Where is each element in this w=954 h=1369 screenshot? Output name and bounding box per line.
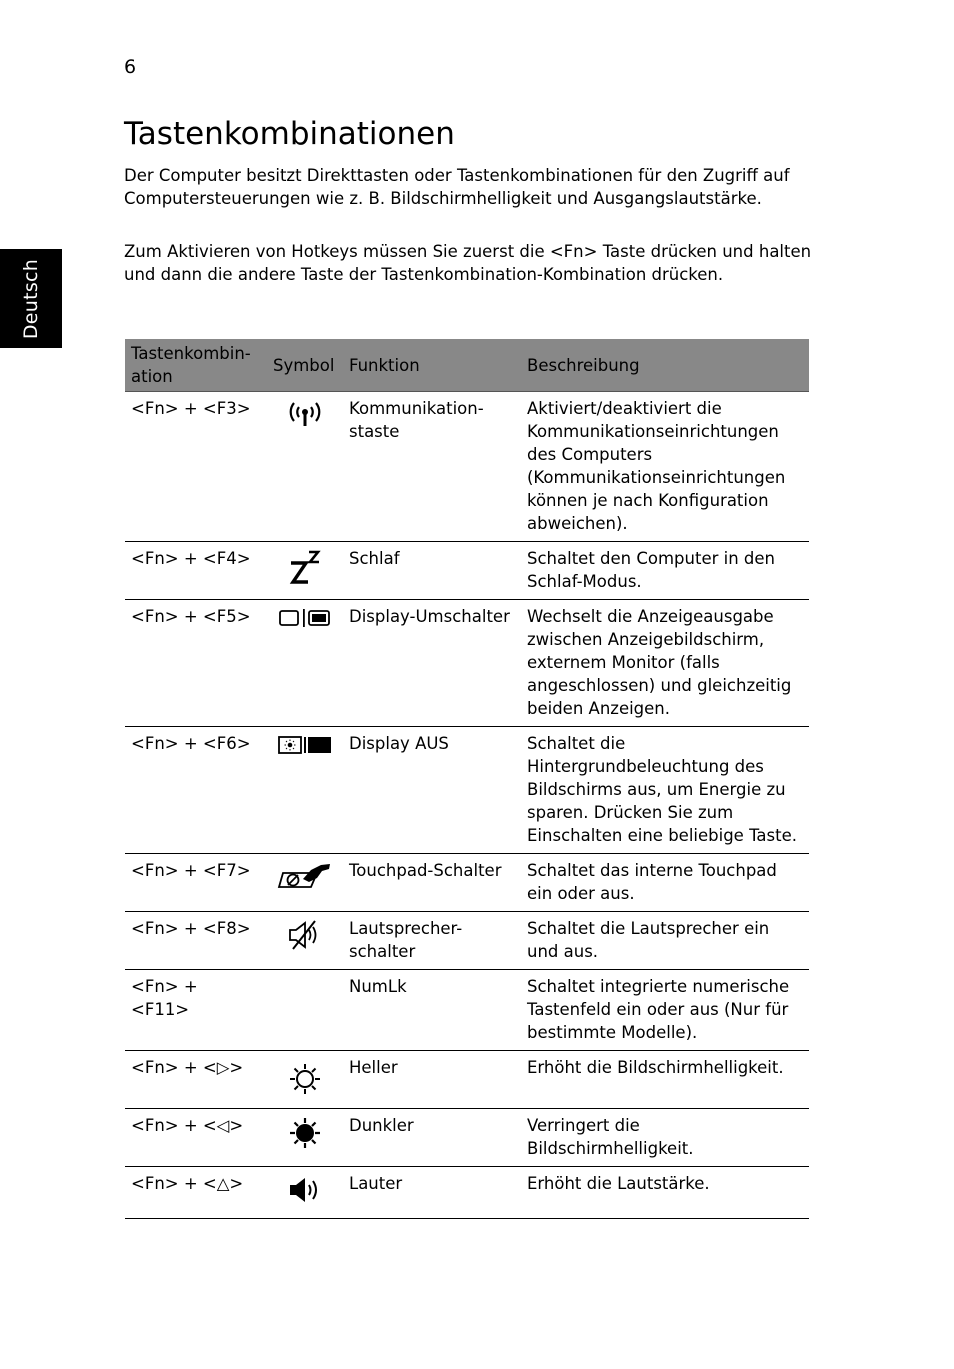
key-combination: <Fn> + <F3> — [125, 392, 267, 542]
function-label: Display-Umschalter — [343, 600, 521, 727]
key-combination: <Fn> + <△> — [125, 1167, 267, 1219]
table-row — [125, 542, 809, 600]
key-combination: <Fn> + <◁> — [125, 1109, 267, 1167]
table-row — [125, 1167, 809, 1219]
key-combination: <Fn> + <F8> — [125, 912, 267, 970]
brightness-down-icon — [288, 1116, 322, 1150]
side-tab-label: Deutsch — [20, 258, 42, 339]
table-row — [125, 970, 809, 1051]
key-combination: <Fn> + <F4> — [125, 542, 267, 600]
function-label: Display AUS — [343, 727, 521, 854]
function-label: Heller — [343, 1051, 521, 1109]
description: Schaltet die Lautsprecher ein und aus. — [521, 912, 809, 970]
header-symbol: Symbol — [267, 339, 343, 392]
hotkey-table — [125, 339, 809, 1219]
speaker-mute-icon — [285, 919, 325, 951]
description: Schaltet das interne Touchpad ein oder aus. — [521, 854, 809, 912]
hotkey-paragraph: Zum Aktivieren von Hotkeys müssen Sie zuerst die <Fn> Taste drücken und halten und dann die andere Taste der Tastenkombination-Kombination drücken. — [124, 242, 812, 284]
table-header-row — [125, 339, 809, 392]
function-label: Touchpad-Schalter — [343, 854, 521, 912]
header-function: Funktion — [343, 339, 521, 392]
table-row — [125, 1051, 809, 1109]
function-label: Dunkler — [343, 1109, 521, 1167]
description: Schaltet integrierte numerische Tastenfeld ein oder aus (Nur für bestimmte Modelle). — [521, 970, 809, 1051]
touchpad-toggle-icon — [277, 861, 333, 891]
intro-paragraph: Der Computer besitzt Direkttasten oder Tastenkombinationen für den Zugriff auf Computersteuerungen wie z. B. Bildschirmhelligkeit und Ausgangslautstärke. — [124, 166, 790, 208]
key-combination: <Fn> + <F11> — [125, 970, 267, 1051]
table-row — [125, 392, 809, 542]
key-combination: <Fn> + <F6> — [125, 727, 267, 854]
wireless-icon — [285, 399, 325, 429]
table-row — [125, 1109, 809, 1167]
empty-symbol-cell — [267, 970, 343, 1051]
key-combination: <Fn> + <F7> — [125, 854, 267, 912]
function-label: Kommunikation- staste — [343, 392, 521, 542]
description: Aktiviert/deaktiviert die Kommunikationseinrichtungen des Computers (Kommunikationseinrichtungen können je nach Konfiguration abweichen). — [521, 392, 809, 542]
table-row — [125, 854, 809, 912]
volume-up-icon — [287, 1174, 323, 1206]
header-key-combination: Tastenkombin- ation — [125, 339, 267, 392]
language-side-tab — [0, 249, 62, 348]
page-title: Tastenkombinationen — [124, 116, 455, 152]
function-label: Lautsprecher- schalter — [343, 912, 521, 970]
header-description: Beschreibung — [521, 339, 809, 392]
display-toggle-icon — [278, 607, 332, 629]
key-combination: <Fn> + <▷> — [125, 1051, 267, 1109]
page-number: 6 — [124, 56, 137, 78]
function-label: NumLk — [343, 970, 521, 1051]
table-row — [125, 600, 809, 727]
table-row — [125, 912, 809, 970]
function-label: Schlaf — [343, 542, 521, 600]
description: Erhöht die Lautstärke. — [521, 1167, 809, 1219]
description: Schaltet die Hintergrundbeleuchtung des Bildschirms aus, um Energie zu sparen. Drücken Sie zum Einschalten eine beliebige Taste. — [521, 727, 809, 854]
description: Schaltet den Computer in den Schlaf-Modus. — [521, 542, 809, 600]
brightness-up-icon — [288, 1062, 322, 1096]
description: Wechselt die Anzeigeausgabe zwischen Anzeigebildschirm, externem Monitor (falls angeschlossen) und gleichzeitig beiden Anzeigen. — [521, 600, 809, 727]
table-row — [125, 727, 809, 854]
sleep-icon — [288, 549, 322, 585]
description: Erhöht die Bildschirmhelligkeit. — [521, 1051, 809, 1109]
display-off-icon — [277, 734, 333, 756]
description: Verringert die Bildschirmhelligkeit. — [521, 1109, 809, 1167]
function-label: Lauter — [343, 1167, 521, 1219]
key-combination: <Fn> + <F5> — [125, 600, 267, 727]
